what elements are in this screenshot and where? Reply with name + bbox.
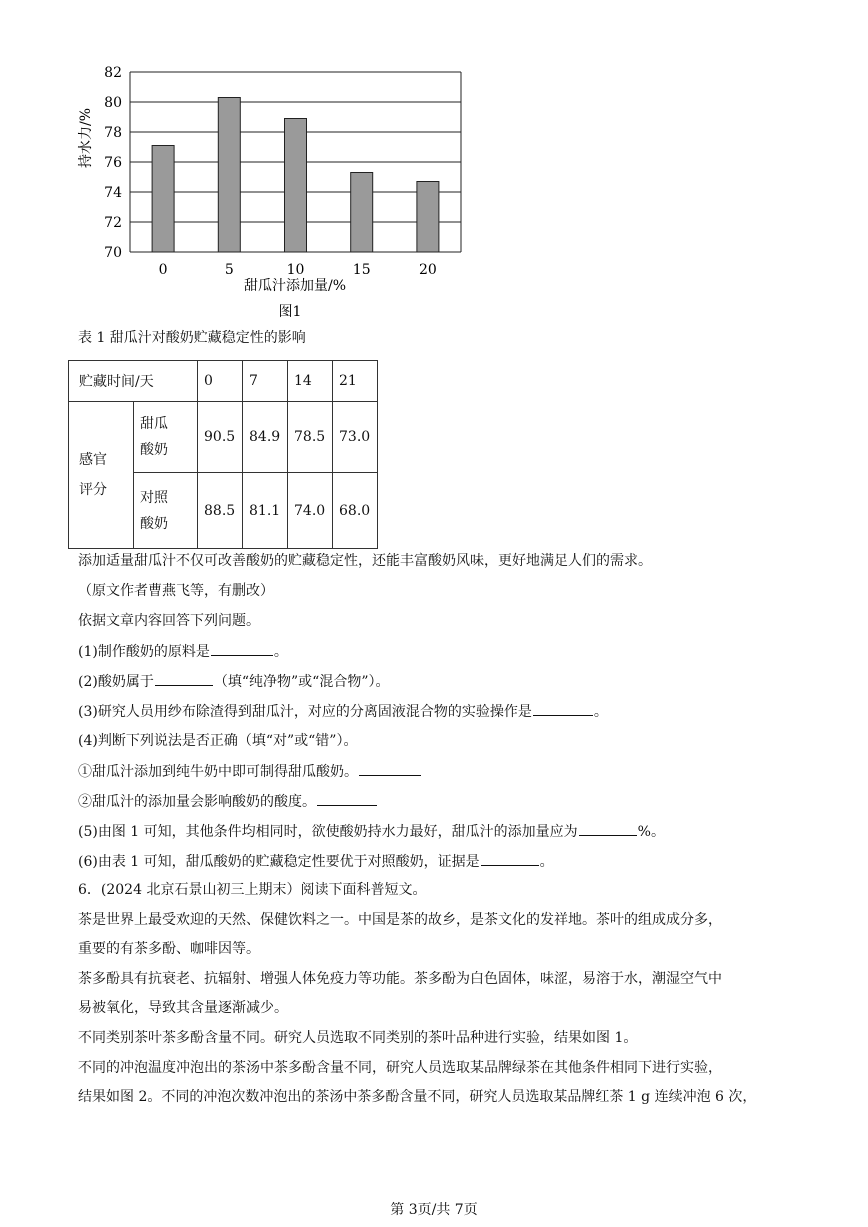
- y-tick-label: 76: [104, 155, 122, 171]
- y-tick-label: 82: [104, 65, 122, 81]
- table-cell: 68.0: [333, 473, 378, 549]
- group-label-line: 感官: [79, 452, 107, 468]
- article-line: 重要的有茶多酚、咖啡因等。: [78, 941, 260, 957]
- answer-blank[interactable]: [211, 641, 273, 656]
- y-tick-label: 78: [104, 125, 122, 141]
- question-4b: [78, 791, 378, 812]
- question-text: 。: [593, 704, 608, 720]
- chart-y-ticks: [104, 65, 122, 261]
- question-text: ②甜瓜汁的添加量会影响酸奶的酸度。: [78, 794, 316, 810]
- table-header-day: 21: [333, 361, 378, 402]
- y-tick-label: 72: [104, 215, 122, 231]
- bar: [351, 173, 373, 253]
- article-line: 不同类别茶叶茶多酚含量不同。研究人员选取不同类别的茶叶品种进行实验，结果如图 1。: [78, 1030, 638, 1046]
- question-text: (6)由表 1 可知，甜瓜酸奶的贮藏稳定性要优于对照酸奶，证据是: [78, 854, 480, 870]
- instruction: 依据文章内容回答下列问题。: [78, 613, 260, 629]
- question-6: [78, 851, 554, 872]
- table-cell: 73.0: [333, 402, 378, 473]
- x-tick-label: 0: [158, 262, 168, 278]
- question-text: (5)由图 1 可知，其他条件均相同时，欲使酸奶持水力最好，甜瓜汁的添加量应为: [78, 824, 578, 840]
- table-header-day: 0: [198, 361, 243, 402]
- article-line: 茶多酚具有抗衰老、抗辐射、增强人体免疫力等功能。茶多酚为白色固体，味涩，易溶于水，潮湿空气中: [78, 971, 722, 987]
- row-name-line: 甜瓜: [140, 416, 168, 432]
- question-4: (4)判断下列说法是否正确（填“对”或“错”）。: [78, 733, 358, 749]
- question-3: [78, 701, 608, 722]
- bar: [152, 146, 174, 253]
- x-tick-label: 15: [352, 262, 371, 278]
- article-line: 不同的冲泡温度冲泡出的茶汤中茶多酚含量不同，研究人员选取某品牌绿茶在其他条件相同下进行实验，: [78, 1060, 722, 1076]
- answer-blank[interactable]: [533, 701, 593, 716]
- question-text: 。: [273, 644, 288, 660]
- table-row-name: [134, 402, 198, 473]
- row-name-line: 酸奶: [140, 442, 168, 458]
- y-tick-label: 70: [104, 245, 122, 261]
- table-cell: 90.5: [198, 402, 243, 473]
- chart-y-label: 持水力/%: [78, 107, 94, 169]
- y-tick-label: 80: [104, 95, 122, 111]
- x-tick-label: 20: [418, 262, 437, 278]
- table-row-name: [134, 473, 198, 549]
- paragraph: 添加适量甜瓜汁不仅可改善酸奶的贮藏稳定性，还能丰富酸奶风味，更好地满足人们的需求。: [78, 553, 652, 569]
- answer-blank[interactable]: [155, 671, 213, 686]
- table-header-day: 7: [243, 361, 288, 402]
- table-cell: 74.0: [288, 473, 333, 549]
- table-cell: 81.1: [243, 473, 288, 549]
- question-text: (3)研究人员用纱布除渣得到甜瓜汁，对应的分离固液混合物的实验操作是: [78, 704, 532, 720]
- question-5: [78, 821, 665, 842]
- question-1: [78, 641, 288, 662]
- x-tick-label: 5: [224, 262, 234, 278]
- article-line: 结果如图 2。不同的冲泡次数冲泡出的茶汤中茶多酚含量不同，研究人员选取某品牌红茶 1 g 连续冲泡 6 次，: [78, 1089, 757, 1105]
- table-header-label: 贮藏时间/天: [69, 361, 198, 402]
- row-name-line: 对照: [140, 489, 168, 506]
- answer-blank[interactable]: [481, 851, 539, 866]
- question-text: (1)制作酸奶的原料是: [78, 644, 210, 660]
- article-line: 易被氧化，导致其含量逐渐减少。: [78, 1000, 288, 1016]
- bar: [417, 182, 439, 253]
- group-label-line: 评分: [79, 482, 107, 498]
- table-cell: 78.5: [288, 402, 333, 473]
- question-4a: [78, 761, 422, 782]
- chart-title: 图1: [278, 304, 302, 320]
- row-name-line: 酸奶: [140, 515, 168, 532]
- question-text: %。: [637, 824, 665, 840]
- table-caption: 表 1 甜瓜汁对酸奶贮藏稳定性的影响: [78, 330, 306, 346]
- table-header-day: 14: [288, 361, 333, 402]
- table-group-label: [69, 402, 134, 549]
- answer-blank[interactable]: [317, 791, 377, 806]
- chart-x-label: 甜瓜汁添加量/%: [243, 278, 347, 294]
- table-cell: 84.9: [243, 402, 288, 473]
- chart-bars: [152, 98, 439, 253]
- chart-x-ticks: [159, 262, 437, 278]
- section-heading: 6．(2024 北京石景山初三上期末）阅读下面科普短文。: [78, 882, 427, 898]
- bar: [218, 98, 240, 253]
- article-line: 茶是世界上最受欢迎的天然、保健饮料之一。中国是茶的故乡，是茶文化的发祥地。茶叶的组成成分多，: [78, 912, 722, 928]
- bar-chart: [70, 58, 490, 323]
- question-text: 。: [539, 854, 554, 870]
- source-note: （原文作者曹燕飞等，有删改）: [78, 583, 274, 599]
- answer-blank[interactable]: [579, 821, 637, 836]
- page-footer: 第 3页/共 7页: [390, 1202, 478, 1218]
- table-cell: 88.5: [198, 473, 243, 549]
- answer-blank[interactable]: [359, 761, 421, 776]
- question-2: [78, 671, 389, 692]
- x-tick-label: 10: [286, 262, 305, 278]
- question-text: （填“纯净物”或“混合物”）。: [213, 674, 390, 690]
- question-text: (2)酸奶属于: [78, 674, 154, 690]
- storage-stability-table: [68, 360, 378, 549]
- y-tick-label: 74: [104, 185, 122, 201]
- bar: [285, 119, 307, 253]
- question-text: ①甜瓜汁添加到纯牛奶中即可制得甜瓜酸奶。: [78, 764, 358, 780]
